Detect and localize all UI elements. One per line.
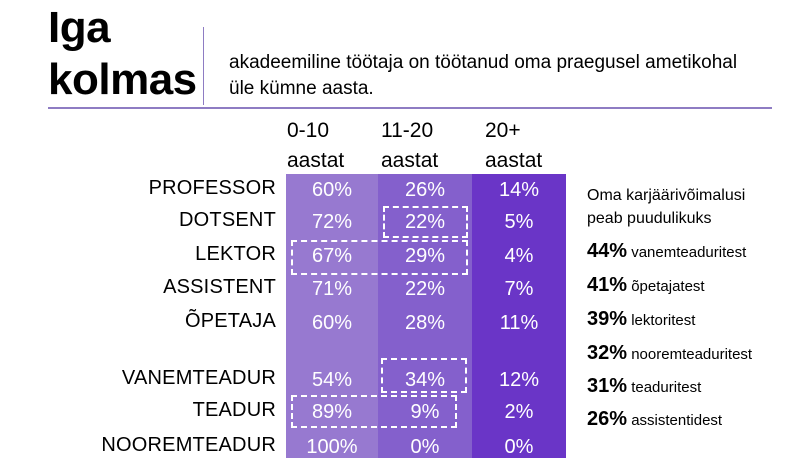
table-cell: 34% [404,369,446,391]
column-header-line2: aastat [287,149,345,172]
sidebar-item [587,272,800,300]
sidebar-item-label: lektoritest [631,312,696,329]
sidebar-item [587,306,800,334]
row-label: PROFESSOR [148,177,276,199]
table-cell: 11% [499,312,539,334]
sidebar-item-label: õpetajatest [631,278,705,295]
table-cell: 22% [404,211,446,233]
row-label: ASSISTENT [163,276,276,298]
title-divider [203,27,204,105]
table-cell: 4% [504,245,534,267]
highlight-box-dotsent-11-20 [383,206,468,238]
sidebar-item-percent: 26% [587,408,628,430]
sidebar-item-label: assistentidest [631,412,723,429]
table-cell: 0% [504,436,534,458]
table-cell: 67% [311,245,353,267]
page-title [48,2,197,106]
table-cell: 12% [498,369,540,391]
sidebar-item-percent: 32% [587,342,628,364]
row-label: ÕPETAJA [184,310,276,332]
table-cell: 29% [404,245,446,267]
subtitle: akadeemiline töötaja on töötanud oma praegusel ametikohal üle kümne aasta. [229,52,738,99]
table-cell: 7% [504,278,534,300]
sidebar-item [587,238,800,266]
sidebar-title [587,184,787,230]
table-cell: 60% [311,312,353,334]
title-line-2: kolmas [48,55,197,104]
sidebar-item-label: vanemteaduritest [631,244,747,261]
table-cell: 100% [306,436,358,458]
sidebar-item [587,406,800,434]
sidebar-item-percent: 31% [587,375,628,397]
row-label: DOTSENT [179,209,276,231]
sidebar-title-line1: Oma karjäärivõimalusi [587,187,746,204]
table-cell: 54% [311,369,353,391]
table-cell: 22% [404,278,446,300]
column-header-line2: aastat [485,149,543,172]
sidebar-item-percent: 39% [587,308,628,330]
header-rule [48,107,772,109]
sidebar-item [587,373,800,401]
column-header-line1: 0-10 [287,119,330,142]
column-header-line1: 20+ [485,119,521,142]
table-cell: 71% [311,278,353,300]
row-label: LEKTOR [195,243,276,265]
sidebar-item-percent: 44% [587,240,628,262]
sidebar-item [587,340,800,368]
sidebar-item-label: nooremteaduritest [631,346,753,363]
table-cell: 14% [498,179,540,201]
sidebar-title-line2: peab puudulikuks [587,210,712,227]
title-line-1: Iga [48,3,111,52]
table-cell: 9% [410,401,440,423]
sidebar-item-label: teaduritest [631,379,702,396]
table-cell: 2% [504,401,534,423]
highlight-box-lektor [291,240,468,275]
table-cell: 89% [311,401,353,423]
column-header-line1: 11-20 [381,119,434,142]
column-header-11-20 [381,116,481,176]
table-cell: 5% [504,211,534,233]
row-label: TEADUR [192,399,276,421]
table-cell: 60% [311,179,353,201]
column-header-0-10 [287,116,387,176]
table-cell: 0% [410,436,440,458]
sidebar-item-percent: 41% [587,274,628,296]
table-cell: 26% [404,179,446,201]
row-label: VANEMTEADUR [121,367,276,389]
column-header-line2: aastat [381,149,439,172]
highlight-box-vanemteadur-11-20 [381,358,467,393]
column-header-20-plus [485,116,585,176]
highlight-box-teadur [291,395,457,428]
table-cell: 28% [404,312,446,334]
table-cell: 72% [311,211,353,233]
row-label: NOOREMTEADUR [101,434,276,456]
